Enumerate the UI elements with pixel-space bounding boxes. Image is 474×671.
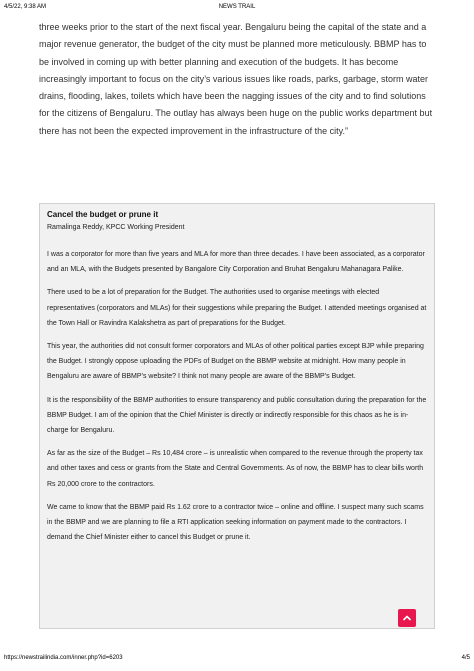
quote-paragraph-2: There used to be a lot of preparation for the Budget. The authorities used to organise meetings with elected representatives (corporators and MLAs) for their suggestions while preparing the Budget. I attended meetings organised at the Town Hall or Ravindra Kalakshetra as part of preparations for the Budget. xyxy=(47,289,427,327)
quote-paragraph-5: As far as the size of the Budget – Rs 10,484 crore – is unrealistic when compared to the revenue through the property tax and other taxes and cess or grants from the State and Central Governments. As of now, the BBMP has to clear bills worth Rs 20,000 crore to the contractors. xyxy=(47,450,424,488)
article-intro-text: three weeks prior to the start of the next fiscal year. Bengaluru being the capital of the state and a major revenue generator, the budget of the city must be planned more meticulously. BBMP has to be involved in coming up with better planning and execution of the budgets. It has become increasingly important to focus on the city’s various issues like roads, parks, garbage, storm water drains, flooding, lakes, toilets which have been the nagging issues of the city and to find solutions for the citizens of Bengaluru. The outlay has always been huge on the public works department but there has not been the expected improvement in the infrastructure of the city.” xyxy=(39,22,433,136)
scroll-to-top-button[interactable] xyxy=(398,609,416,627)
quote-box-author: Ramalinga Reddy, KPCC Working President xyxy=(47,224,185,231)
quote-box-title: Cancel the budget or prune it xyxy=(47,210,159,219)
print-site-title: NEWS TRAIL xyxy=(218,4,256,10)
quote-paragraph-1: I was a corporator for more than five years and MLA for more than three decades. I have been associated, as a corporator and an MLA, with the Budgets presented by Bangalore City Corporation and Bruhat Bengaluru Mahanagara Palike. xyxy=(47,251,425,274)
print-header xyxy=(4,4,470,16)
quote-box xyxy=(39,203,435,629)
print-datetime: 4/5/22, 9:38 AM xyxy=(4,4,47,10)
print-footer xyxy=(4,655,470,665)
quote-paragraph-6: We came to know that the BBMP paid Rs 1.62 crore to a contractor twice – online and offline. I suspect many such scams in the BBMP and we are planning to file a RTI application seeking information on payment made to the contractors. I demand the Chief Minister either to cancel this Budget or prune it. xyxy=(47,503,424,542)
quote-paragraph-4: It is the responsibility of the BBMP authorities to ensure transparency and public consultation during the preparation for the BBMP Budget. I am of the opinion that the Chief Minister is directly or indirectly responsible for this chaos as he is in-charge for Bengaluru. xyxy=(47,396,427,435)
chevron-up-icon xyxy=(403,614,411,622)
page-number: 4/5 xyxy=(461,655,470,661)
quote-paragraph-3: This year, the authorities did not consult former corporators and MLAs of other political parties except BJP while preparing the Budget. I strongly oppose uploading the PDFs of Budget on the BBMP website at midnight. How many people in Bengaluru are aware of BBMP’s website? I think not many people are aware of the BBMP’s Budget. xyxy=(47,343,424,381)
page-url[interactable]: https://newstrailindia.com/inner.php?id=6203 xyxy=(4,655,123,661)
